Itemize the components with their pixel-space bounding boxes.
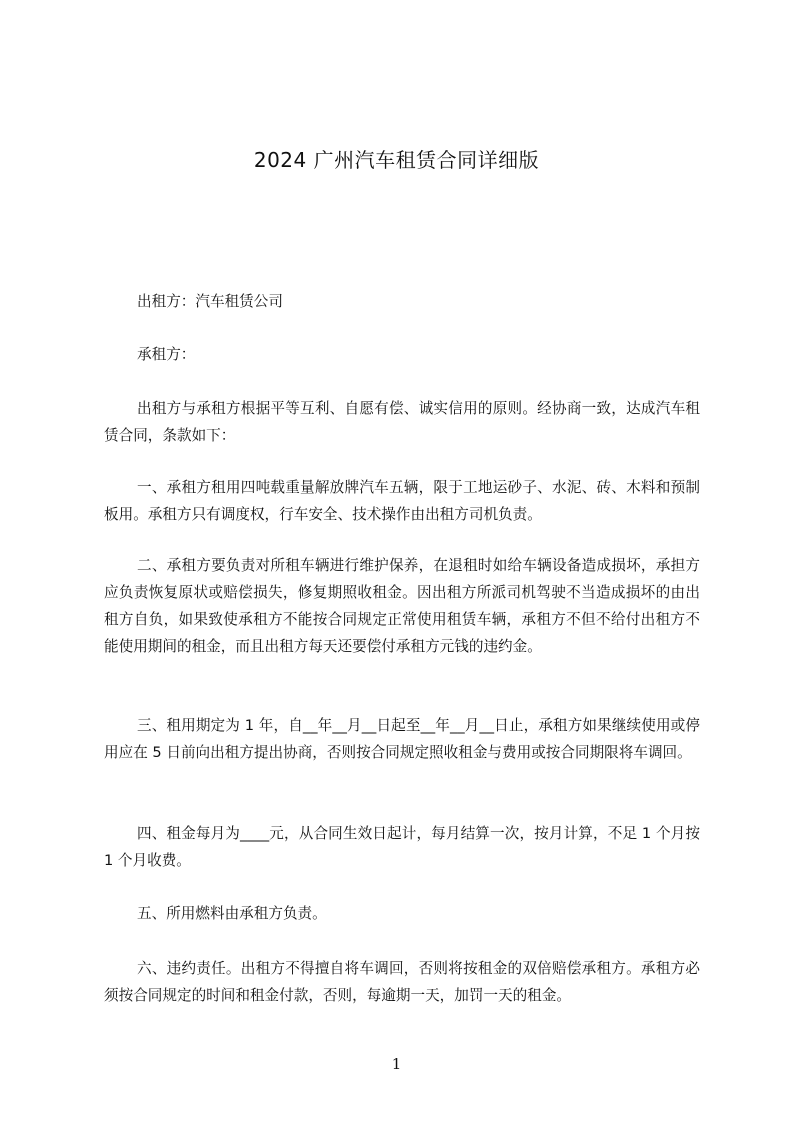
paragraph-clause-5: 五、所用燃料由承租方负责。 [137, 905, 327, 922]
paragraph-clause-2: 二、承租方要负责对所租车辆进行维护保养，在退租时如给车辆设备造成损坏，承担方应负责恢复原状或赔偿损失，修复期照收租金。因出租方所派司机驾驶不当造成损坏的由出租方自负，如果致使承租方不能按合同规定正常使用租赁车辆，承租方不但不给付出租方不能使用期间的租金，而且出租方每天还要偿付承租方元钱的违约金。 [104, 557, 700, 655]
paragraph-clause-4: 四、租金每月为____元，从合同生效日起计，每月结算一次，按月计算，不足 1 个月按 1 个月收费。 [104, 825, 700, 869]
paragraph-lessee: 承租方： [137, 346, 196, 363]
page-number: 1 [391, 1055, 402, 1073]
document-title: 2024 广州汽车租赁合同详细版 [253, 148, 540, 172]
paragraph-preamble: 出租方与承租方根据平等互利、自愿有偿、诚实信用的原则。经协商一致，达成汽车租赁合同，条款如下： [104, 400, 700, 444]
paragraph-clause-6: 六、违约责任。出租方不得擅自将车调回，否则将按租金的双倍赔偿承租方。承租方必须按合同规定的时间和租金付款，否则，每逾期一天，加罚一天的租金。 [104, 960, 700, 1004]
paragraph-lessor: 出租方：汽车租赁公司 [137, 293, 283, 310]
paragraph-clause-1: 一、承租方租用四吨载重量解放牌汽车五辆，限于工地运砂子、水泥、砖、木料和预制板用。承租方只有调度权，行车安全、技术操作由出租方司机负责。 [104, 479, 700, 523]
paragraph-clause-3: 三、租用期定为 1 年，自__年__月__日起至__年__月__日止，承租方如果继续使用或停用应在 5 日前向出租方提出协商，否则按合同规定照收租金与费用或按合同期限将车调回。 [104, 717, 700, 761]
